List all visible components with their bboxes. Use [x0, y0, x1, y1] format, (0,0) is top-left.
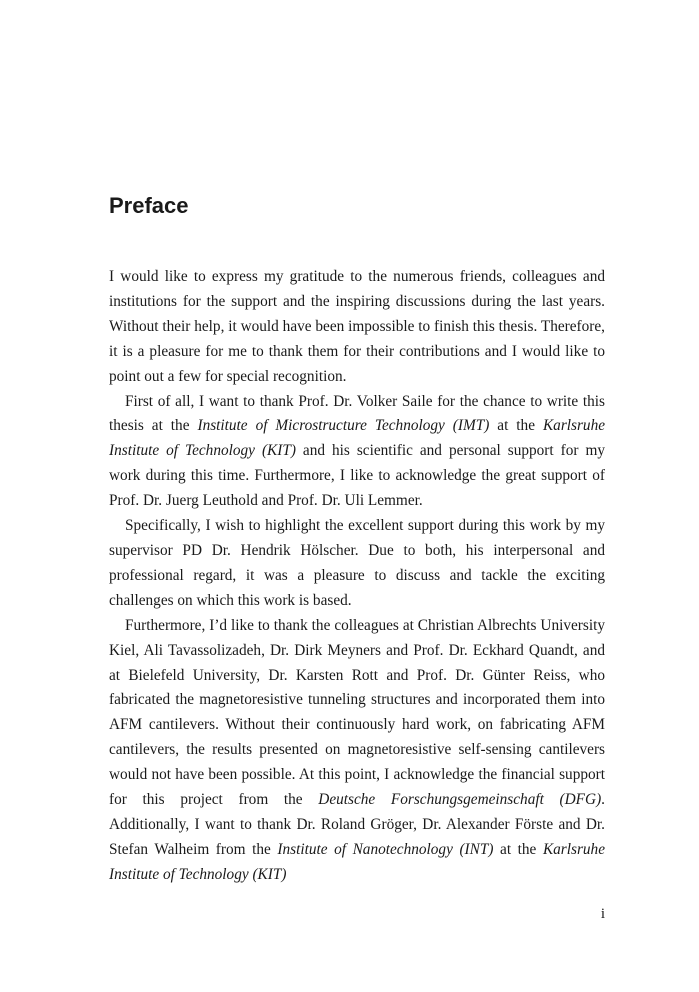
text-run: . Additionally, I want to thank Dr. Roland Gröger, Dr. Alexander Förste and Dr. Stefan Walheim from the [109, 791, 605, 858]
text-run: Specifically, I wish to highlight the excellent support during this work by my supervisor PD Dr. Hendrik Hölscher. Due to both, his interpersonal and professional regard, it was a pleasure to discuss and tackle the exciting challenges on which this work is based. [109, 517, 605, 609]
text-run: at the [489, 417, 543, 435]
paragraph [109, 390, 605, 515]
text-run: Furthermore, I’d like to thank the colleagues at Christian Albrechts University Kiel, Ali Tavassolizadeh, Dr. Dirk Meyners and Prof. Dr. Eckhard Quandt, and at Bielefeld University, Dr. Karsten Rott and Prof. Dr. Günter Reiss, who fabricated the magnetoresistive tunneling structures and incorporated them into AFM cantilevers. Without their continuously hard work, on fabricating AFM cantilevers, the results presented on magnetoresistive self-sensing cantilevers would not have been possible. At this point, I acknowledge the financial support for this project from the [109, 616, 605, 809]
paragraph [109, 514, 605, 614]
page-number: i [600, 906, 605, 922]
italic-text: Deutsche Forschungsgemeinschaft (DFG) [318, 791, 602, 809]
paragraph [109, 265, 605, 390]
italic-text: Karlsruhe Institute of Technology (KIT) [109, 417, 606, 460]
page-title: Preface [109, 193, 189, 218]
paragraph [109, 614, 605, 888]
italic-text: Institute of Microstructure Technology (IMT) [197, 417, 490, 435]
text-run: I would like to express my gratitude to the numerous friends, colleagues and institutions for the support and the inspiring discussions during the last years. Without their help, it would have been impossible to finish this thesis. Therefore, it is a pleasure for me to thank them for their contributions and I would like to point out a few for special recognition. [109, 268, 605, 385]
italic-text: Karlsruhe Institute of Technology (KIT) [109, 840, 605, 883]
text-run: First of all, I want to thank Prof. Dr. Volker Saile for the chance to write this thesis at the [109, 392, 605, 435]
text-run: and his scientific and personal support for my work during this time. Furthermore, I like to acknowledge the great support of Prof. Dr. Juerg Leuthold and Prof. Dr. Uli Lemmer. [109, 442, 605, 510]
italic-text: Institute of Nanotechnology (INT) [277, 840, 494, 858]
text-run: at the [493, 840, 543, 858]
preface-body [109, 265, 605, 888]
